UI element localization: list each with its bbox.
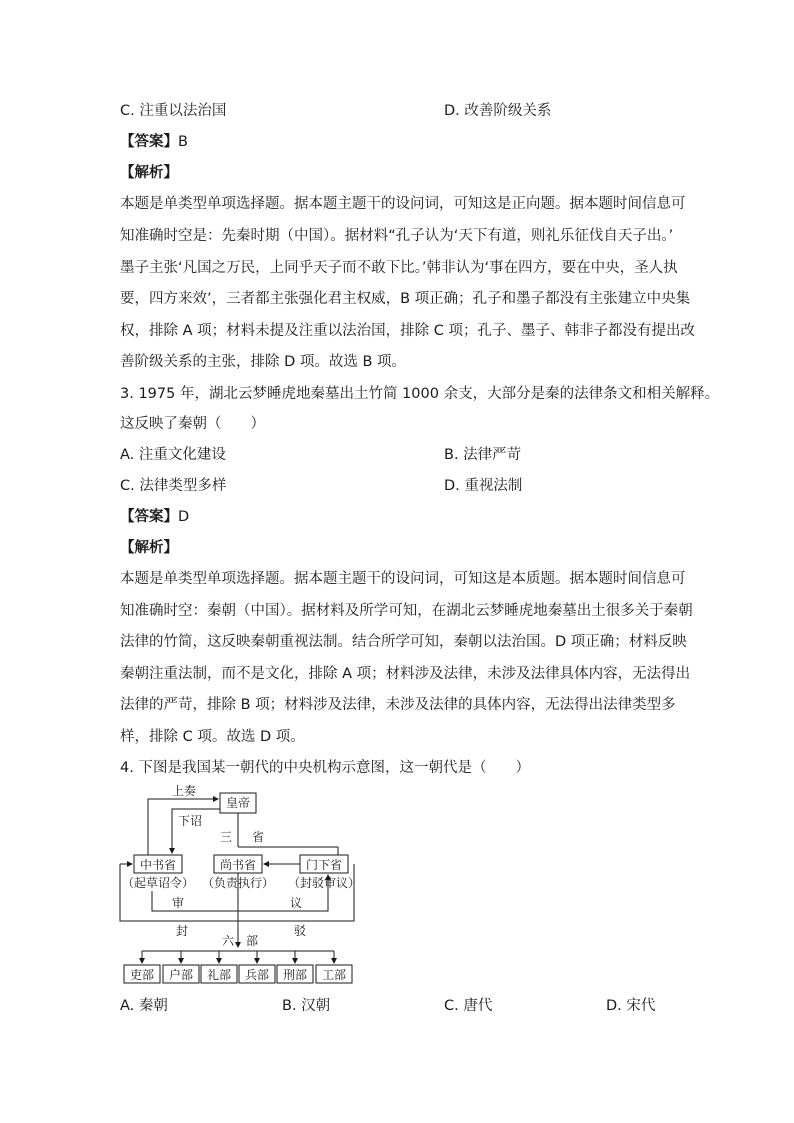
q4-option-c: C. 唐代 [444,998,493,1014]
q4-option-a: A. 秦朝 [120,998,168,1014]
q3-analysis-line: 样，排除 C 项。故选 D 项。 [120,729,305,745]
ministry-label: 兵部 [244,968,270,982]
ministry-label: 户部 [168,968,194,982]
zhongshu-label: 中书省 [139,858,177,872]
answer-label: 【答案】 [120,509,178,525]
q2-option-c: C. 注重以法治国 [120,103,227,119]
q3-option-c: C. 法律类型多样 [120,478,227,494]
q2-analysis-line: 要，四方来效’，三者都主张强化君主权威，B 项正确；孔子和墨子都没有主张建立中央集 [120,291,691,307]
q2-analysis-line: 权，排除 A 项；材料未提及注重以法治国，排除 C 项；孔子、墨子、韩非子都没有提出改 [120,323,695,339]
review-char: 审 [171,896,185,910]
q4-stem: 4. 下图是我国某一朝代的中央机构示意图，这一朝代是（ ） [120,760,530,776]
q3-answer [120,507,189,527]
q2-analysis-line: 墨子主张‘凡国之万民，上同乎天子而不敢下比。’韩非认为‘事在四方，要在中央，圣人执 [120,260,678,276]
shangshu-role: （负责执行） [201,876,275,890]
reject-char: 驳 [293,924,307,938]
answer-label: 【答案】 [120,134,178,150]
q4-option-d: D. 宋代 [606,998,656,1014]
q3-stem-line: 这反映了秦朝（ ） [120,416,265,432]
reject-char: 封 [175,924,189,938]
q2-option-d: D. 改善阶级关系 [444,103,552,119]
ministry-label: 吏部 [129,968,155,982]
q3-analysis-label: 【解析】 [120,540,178,556]
q2-analysis-label: 【解析】 [120,165,178,181]
q2-analysis-line: 知准确时空是：先秦时期（中国）。据材料“孔子认为‘天下有道，则礼乐征伐自天子出。’ [120,228,674,244]
three-depts-char: 省 [251,830,265,844]
six-ministries-char: 六 [221,934,235,948]
answer-value: B [178,134,188,150]
emperor-label: 皇帝 [225,796,251,810]
q3-option-a: A. 注重文化建设 [120,447,226,463]
zhongshu-role: （起草诏令） [121,876,195,890]
edict-down-label: 下诏 [178,814,203,828]
q3-analysis-line: 法律的竹简，这反映秦朝重视法制。结合所学可知，秦朝以法治国。D 项正确；材料反映 [120,634,687,650]
ministry-label: 工部 [321,968,347,982]
q3-analysis-line: 秦朝注重法制，而不是文化，排除 A 项；材料涉及法律，未涉及法律具体内容，无法得出 [120,666,691,682]
q3-stem-line: 3. 1975 年，湖北云梦睡虎地秦墓出土竹简 1000 余支，大部分是秦的法律条文和相关解释。 [120,386,720,402]
q2-analysis-line: 本题是单类型单项选择题。据本题主题干的设问词，可知这是正向题。据本题时间信息可 [120,196,686,212]
q2-analysis-line: 善阶级关系的主张，排除 D 项。故选 B 项。 [120,354,407,370]
q3-option-d: D. 重视法制 [444,478,523,494]
report-up-label: 上奏 [172,784,197,798]
q4-option-b: B. 汉朝 [282,998,331,1014]
answer-value: D [178,509,190,525]
q3-option-b: B. 法律严苛 [444,447,522,463]
ministry-label: 礼部 [206,968,232,982]
q2-answer [120,132,188,152]
q3-analysis-line: 法律的严苛，排除 B 项；材料涉及法律，未涉及法律的具体内容，无法得出法律类型多 [120,697,676,713]
menxia-role: （封驳审议） [287,876,361,890]
six-ministries-char: 部 [245,934,259,948]
q3-analysis-line: 本题是单类型单项选择题。据本题主题干的设问词，可知这是本质题。据本题时间信息可 [120,571,686,587]
menxia-label: 门下省 [305,858,343,872]
q3-analysis-line: 知准确时空：秦朝（中国）。据材料及所学可知，在湖北云梦睡虎地秦墓出土很多关于秦朝 [120,603,693,619]
ministry-label: 刑部 [282,968,308,982]
three-depts-char: 三 [219,830,233,844]
review-char: 议 [289,896,303,910]
central-government-diagram [112,783,364,989]
shangshu-label: 尚书省 [219,858,257,872]
